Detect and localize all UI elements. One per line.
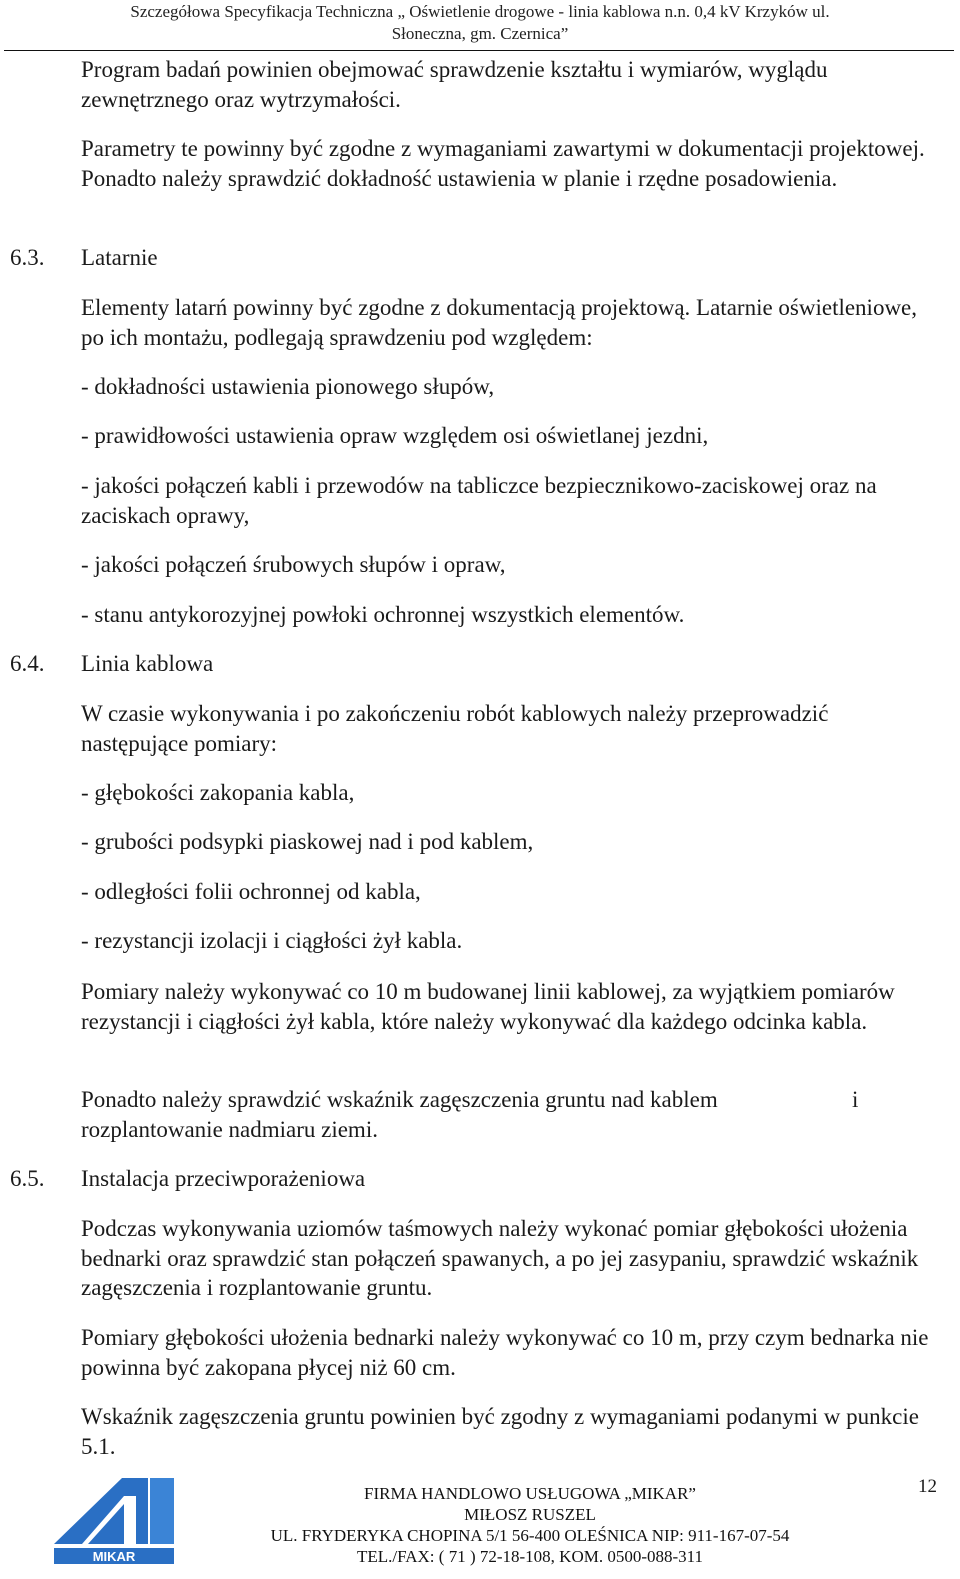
section-title-latarnie: Latarnie <box>81 245 158 270</box>
page-number: 12 <box>918 1476 937 1497</box>
section-title-instalacja: Instalacja przeciwporażeniowa <box>81 1166 366 1191</box>
paragraph-earthing: Podczas wykonywania uziomów taśmowych należy wykonać pomiar głębokości ułożenia bednarki oraz sprawdzić stan połączeń spawanych, a po jej zasypaniu, sprawdzić wskaźnik zagęszczenia i rozplantowanie gruntu. <box>81 1216 919 1300</box>
list-item: - rezystancji izolacji i ciągłości żył kabla. <box>81 928 463 953</box>
page-header <box>0 0 960 45</box>
header-title-line2: Słoneczna, gm. Czernica” <box>391 24 569 43</box>
logo-text: MIKAR <box>92 1549 136 1564</box>
paragraph-soil-check-line2: rozplantowanie nadmiaru ziemi. <box>81 1117 378 1142</box>
list-item: - dokładności ustawienia pionowego słupów, <box>81 374 495 399</box>
section-number-6-3: 6.3. <box>10 245 45 270</box>
paragraph-cable-measurements: W czasie wykonywania i po zakończeniu robót kablowych należy przeprowadzić następujące pomiary: <box>81 701 829 756</box>
footer-owner: MIŁOSZ RUSZEL <box>464 1505 596 1524</box>
section-title-linia-kablowa: Linia kablowa <box>81 651 214 676</box>
section-number-6-5: 6.5. <box>10 1166 45 1191</box>
paragraph-parameters: Parametry te powinny być zgodne z wymaganiami zawartymi w dokumentacji projektowej. Ponadto należy sprawdzić dokładność ustawienia w planie i rzędne posadowienia. <box>81 136 925 191</box>
mikar-logo <box>52 1474 176 1566</box>
list-item: - stanu antykorozyjnej powłoki ochronnej wszystkich elementów. <box>81 602 685 627</box>
list-item: - jakości połączeń kabli i przewodów na tabliczce bezpiecznikowo-zaciskowej oraz na zaciskach oprawy, <box>81 473 877 528</box>
header-divider <box>4 50 954 51</box>
footer-address: UL. FRYDERYKA CHOPINA 5/1 56-400 OLEŚNICA NIP: 911-167-07-54 <box>270 1526 790 1545</box>
list-item: - odległości folii ochronnej od kabla, <box>81 879 421 904</box>
paragraph-test-program: Program badań powinien obejmować sprawdzenie kształtu i wymiarów, wyglądu zewnętrznego oraz wytrzymałości. <box>81 57 828 112</box>
paragraph-depth-measurements: Pomiary głębokości ułożenia bednarki należy wykonywać co 10 m, przy czym bednarka nie powinna być zakopana płycej niż 60 cm. <box>81 1325 929 1380</box>
section-number-6-4: 6.4. <box>10 651 45 676</box>
list-item: - głębokości zakopania kabla, <box>81 780 355 805</box>
paragraph-soil-check-line1: Ponadto należy sprawdzić wskaźnik zagęszczenia gruntu nad kablem <box>81 1087 718 1112</box>
paragraph-lamp-elements: Elementy latarń powinny być zgodne z dokumentacją projektową. Latarnie oświetleniowe, po ich montażu, podlegają sprawdzeniu pod względem: <box>81 295 918 350</box>
list-item: - jakości połączeń śrubowych słupów i opraw, <box>81 552 506 577</box>
paragraph-soil-check-conjunction: i <box>852 1087 859 1112</box>
paragraph-measurement-interval: Pomiary należy wykonywać co 10 m budowanej linii kablowej, za wyjątkiem pomiarów rezystancji i ciągłości żył kabla, które należy wykonywać dla każdego odcinka kabla. <box>81 979 895 1034</box>
list-item: - prawidłowości ustawienia opraw względem osi oświetlanej jezdni, <box>81 423 709 448</box>
footer-contact: TEL./FAX: ( 71 ) 72-18-108, KOM. 0500-088-311 <box>356 1547 704 1566</box>
paragraph-compaction-index: Wskaźnik zagęszczenia gruntu powinien być zgodny z wymaganiami podanymi w punkcie 5.1. <box>81 1404 919 1459</box>
footer-company: FIRMA HANDLOWO USŁUGOWA „MIKAR” <box>364 1484 696 1503</box>
header-title-line1: Szczegółowa Specyfikacja Techniczna „ Oświetlenie drogowe - linia kablowa n.n. 0,4 kV Krzyków ul. <box>130 2 830 21</box>
list-item: - grubości podsypki piaskowej nad i pod kablem, <box>81 829 534 854</box>
